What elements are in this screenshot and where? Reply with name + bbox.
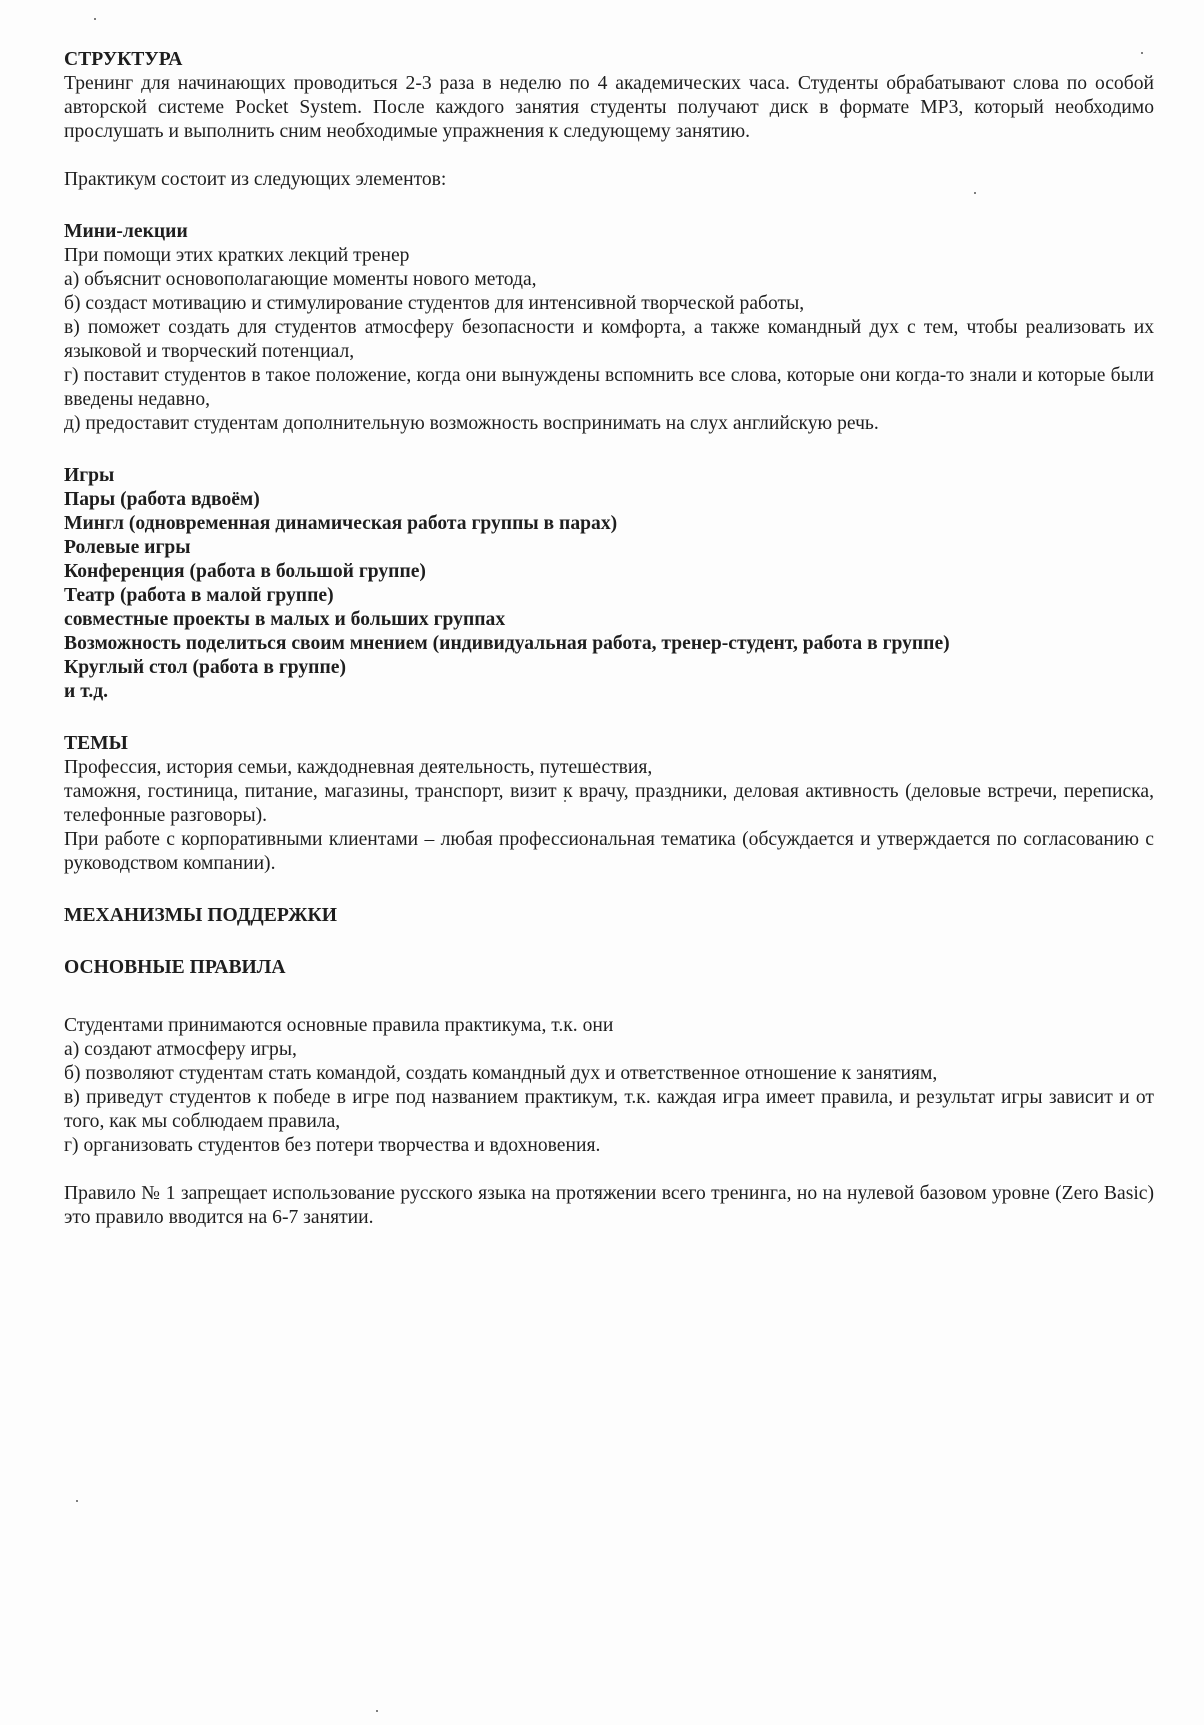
scan-speck bbox=[94, 18, 96, 20]
games-item: Круглый стол (работа в группе) bbox=[64, 657, 346, 678]
games-item: Пары (работа вдвоём) bbox=[64, 489, 260, 510]
list-item: д) предоставит студентам дополнительную возможность воспринимать на слух английскую речь. bbox=[64, 413, 879, 434]
section-heading-rules: ОСНОВНЫЕ ПРАВИЛА bbox=[64, 957, 286, 978]
list-item: г) организовать студентов без потери творчества и вдохновения. bbox=[64, 1135, 601, 1156]
list-item: в) приведут студентов к победе в игре под названием практикум, т.к. каждая игра имеет правила, и результат игры зависит и от того, как мы соблюдаем правила, bbox=[64, 1087, 1154, 1132]
games-item: Ролевые игры bbox=[64, 537, 191, 558]
games-item: Возможность поделиться своим мнением (индивидуальная работа, тренер-студент, работа в группе) bbox=[64, 633, 950, 654]
mini-lectures-intro: При помощи этих кратких лекций тренер bbox=[64, 245, 410, 266]
games-item: и т.д. bbox=[64, 681, 109, 702]
scan-speck bbox=[376, 1710, 378, 1712]
topics-line: таможня, гостиница, питание, магазины, транспорт, визит к врачу, праздники, деловая активность (деловые встречи, переписка, телефонные разговоры). bbox=[64, 781, 1154, 826]
section-heading-games: Игры bbox=[64, 465, 115, 486]
games-item: Конференция (работа в большой группе) bbox=[64, 561, 426, 582]
list-item: а) создают атмосферу игры, bbox=[64, 1039, 297, 1060]
scan-speck bbox=[76, 1500, 78, 1502]
list-item: а) объяснит основополагающие моменты нового метода, bbox=[64, 269, 537, 290]
topics-line: Профессия, история семьи, каждодневная деятельность, путешествия, bbox=[64, 757, 653, 778]
rules-intro: Студентами принимаются основные правила практикума, т.к. они bbox=[64, 1015, 614, 1036]
list-item: в) поможет создать для студентов атмосферу безопасности и комфорта, а также командный дух с тем, чтобы реализовать их языковой и творческий потенциал, bbox=[64, 317, 1154, 362]
section-heading-structure: СТРУКТУРА bbox=[64, 49, 183, 70]
rule-one-paragraph: Правило № 1 запрещает использование русского языка на протяжении всего тренинга, но на нулевой базовом уровне (Zero Basic) это правило вводится на 6-7 занятии. bbox=[64, 1183, 1154, 1228]
list-item: б) позволяют студентам стать командой, создать командный дух и ответственное отношение к занятиям, bbox=[64, 1063, 938, 1084]
section-heading-support: МЕХАНИЗМЫ ПОДДЕРЖКИ bbox=[64, 905, 337, 926]
document-body bbox=[64, 48, 1154, 1230]
topics-line: При работе с корпоративными клиентами – любая профессиональная тематика (обсуждается и утверждается по согласованию с руководством компании). bbox=[64, 829, 1154, 874]
structure-intro: Практикум состоит из следующих элементов: bbox=[64, 169, 447, 190]
structure-paragraph: Тренинг для начинающих проводиться 2-3 раза в неделю по 4 академических часа. Студенты обрабатывают слова по особой авторской системе Pocket System. После каждого занятия студенты получают диск в формате МР3, который необходимо прослушать и выполнить сним необходимые упражнения к следующему занятию. bbox=[64, 73, 1154, 142]
games-item: Мингл (одновременная динамическая работа группы в парах) bbox=[64, 513, 618, 534]
list-item: г) поставит студентов в такое положение, когда они вынуждены вспомнить все слова, которые они когда-то знали и которые были введены недавно, bbox=[64, 365, 1154, 410]
games-item: Театр (работа в малой группе) bbox=[64, 585, 334, 606]
section-heading-topics: ТЕМЫ bbox=[64, 733, 128, 754]
section-heading-mini-lectures: Мини-лекции bbox=[64, 221, 188, 242]
list-item: б) создаст мотивацию и стимулирование студентов для интенсивной творческой работы, bbox=[64, 293, 805, 314]
games-item: совместные проекты в малых и больших группах bbox=[64, 609, 506, 630]
